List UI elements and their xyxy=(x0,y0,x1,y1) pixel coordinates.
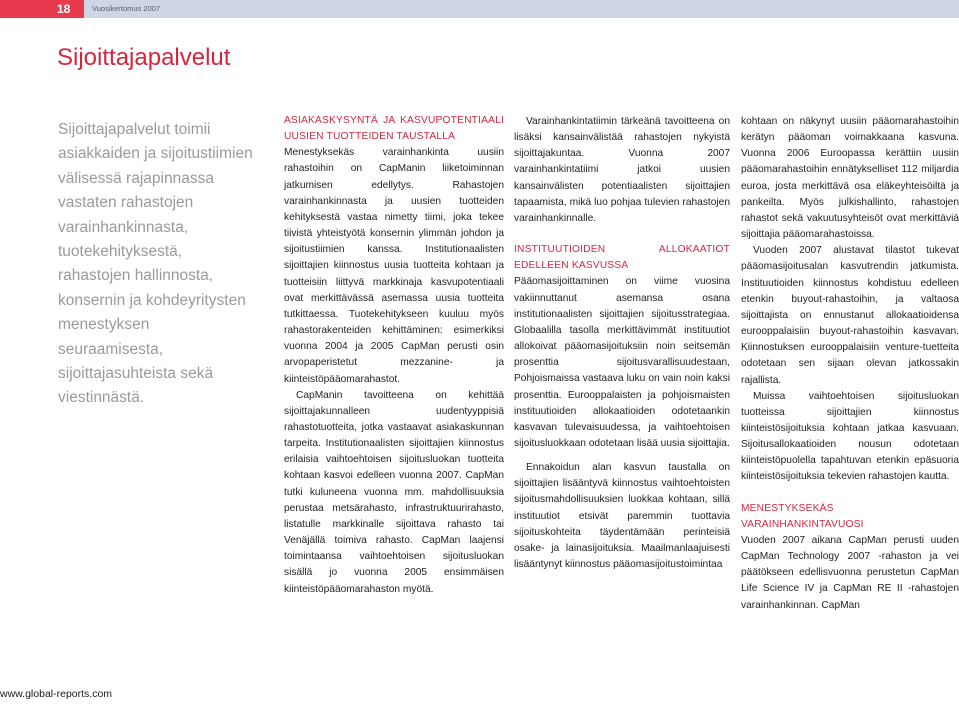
spacer xyxy=(741,486,959,501)
column3-heading: MENESTYKSEKÄS VARAINHANKINTAVUOSI xyxy=(741,502,864,530)
page-number: 18 xyxy=(0,0,84,18)
column3-paragraph-2: Vuoden 2007 alustavat tilastot tukevat pääomasijoitusalan kasvutrendin jatkumista. Instituutioiden kiinnostus kohdistuu edelleen etenkin buyout-rahastoihin, ja valtaosa sijoittajista on ennustanut allokaatioidensa eurooppalaisiin buyout-rahastoihin kasvavan. Kiinnostuksen eurooppalaisiin venture-tuetteita odotetaan sen sijaan olevan jatkossakin rajallista. xyxy=(741,245,959,386)
column3-paragraph-4: Vuoden 2007 aikana CapMan perusti uuden CapMan Technology 2007 -rahaston ja vei päätökseen edellisvuonna perustetun CapMan Life Science IV ja CapMan RE II -rahastojen varainhankinnan. CapMan xyxy=(741,534,959,611)
column2-paragraph-2: Pääomasijoittaminen on viime vuosina vakiinnuttanut asemansa osana institutionaalisten sijoittajien sijoitusstrategiaa. Globaalilla tasolla merkittävimmät instituutiot allokoivat pääomasijoituksiin noin seitsemän prosenttia sijoitusvarallisuudestaan, Pohjoismaissa vastaava luku on vain noin kaksi prosenttia. Eurooppalaisten ja pohjoismaisten instituutioiden allokaatioiden odotetaankin kasvavan tulevaisuudessa, ja vaihtoehtoisen sijoitusluokkaan odotetaan lisää uusia sijoittajia. xyxy=(514,276,730,449)
spacer xyxy=(514,452,730,460)
footer-url-link[interactable]: www.global-reports.com xyxy=(0,688,113,700)
report-title: Vuosikertomus 2007 xyxy=(92,4,161,13)
column3-paragraph-3: Muissa vaihtoehtoisen sijoitusluokan tuotteissa sijoittajien kiinnostus kiinteistösijoituksia kohtaan jatkaa kasvuaan. Sijoitusallokaatioiden nousun odotetaan kiinteistöpuolella tapahtuvan etenkin epäsuoria kiinteistösijoituksia tekevien rahastojen kautta. xyxy=(741,390,959,483)
intro-text: Sijoittajapalvelut toimii asiakkaiden ja sijoitustiimien välisessä rajapinnassa vastaten rahastojen varainhankinnasta, tuotekehityksestä, rahastojen hallinnosta, konsernin ja kohdeyritysten menestyksen seuraamisesta, sijoittajasuhteista sekä viestinnästä. xyxy=(58,121,253,407)
section-title: Sijoittajapalvelut xyxy=(57,44,231,71)
column1-heading: ASIAKASKYSYNTÄ JA KASVUPOTENTIAALI UUSIEN TUOTTEIDEN TAUSTALLA xyxy=(284,115,504,143)
text-column-1 xyxy=(284,113,504,598)
column2-paragraph-1: Varainhankintatiimin tärkeänä tavoitteena on lisäksi kansainvälistää rahastojen nykyistä sijoittajakuntaa. Vuonna 2007 varainhankintatiimi jatkoi uusien kansainvälisten potentiaalisten sijoittajien tapaamista, mikä luo pohjaa tulevien rahastojen varainhankinnalle. xyxy=(514,116,730,224)
column1-paragraph-2: CapManin tavoitteena on kehittää sijoittajakunnalleen uudentyyppisiä rahastotuotteita, jotka vastaavat asiakaskunnan tarpeita. Institutionaalisten sijoittajien kiinnostus erilaisia vaihtoehtoisen sijoitusluokan tuotteita kohtaan kasvoi edelleen vuonna 2007. CapMan tutki kuluneena vuonna mm. mahdollisuuksia perustaa metsärahasto, infrastruktuurirahasto, listatulle markkinalle sijoittava rahasto tai Venäjällä toimiva rahasto. CapMan laajensi toimintaansa vaihtoehtoisen sijoitusluokan sisällä jo vuonna 2005 ensimmäisen kiinteistöpääomarahaston myötä. xyxy=(284,389,504,595)
column1-paragraph-1: Menestyksekäs varainhankinta uusiin rahastoihin on CapManin liiketoiminnan jatkumisen edellytys. Rahastojen varainhankinnasta ja uusien tuotteiden kehityksestä vastaa nimetty tiimi, joka tekee tiivistä yhteistyötä konsernin ylimmän johdon ja sijoitustiimien kanssa. Institutionaalisten sijoittajien kiinnostus uusia tuotteita kohtaan ja tuotteisiin liittyvä markkinaja kasvupotentiaali ovat merkittävässä asemassa uusia tuotteita tutkittaessa. Tuotekehitykseen kuuluu myös rahastorakenteiden kehittäminen: esimerkiksi vuonna 2004 ja 2005 CapMan perusti osin arvopaperistetut mezzanine- ja kiinteistöpääomarahastot. xyxy=(284,147,504,385)
text-column-3 xyxy=(741,114,959,614)
column3-paragraph-1: kohtaan on näkynyt uusiin pääomarahastoihin kerätyn pääoman voimakkaana kasvuna. Vuonna 2006 Euroopassa kerättiin uusiin pääomarahastoihin ennätykselliset 112 miljardia euroa, josta merkittävä osa eläkeyhteisöiltä ja pankeilta. Myös julkishallinto, rahastojen rahastot sekä vakuutusyhteisöt ovat merkittäviä sijoittajia pääomarahastoissa. xyxy=(741,116,959,241)
column2-heading: INSTITUUTIOIDEN ALLOKAATIOT EDELLEEN KASVUSSA xyxy=(514,244,730,272)
column2-paragraph-3: Ennakoidun alan kasvun taustalla on sijoittajien lisääntyvä kiinnostus vaihtoehtoisten sijoitusmahdollisuuksien luokkaa kohtaan, sillä instituutiot etsivät paremmin tuottavia sijoituskohteita täydentämään perinteisiä osake- ja lainasijoituksia. Maailmanlaajuisesti lisääntynyt kiinnostus pääomasijoitustoimintaa xyxy=(514,462,730,571)
text-column-2 xyxy=(514,114,730,573)
spacer xyxy=(514,227,730,242)
